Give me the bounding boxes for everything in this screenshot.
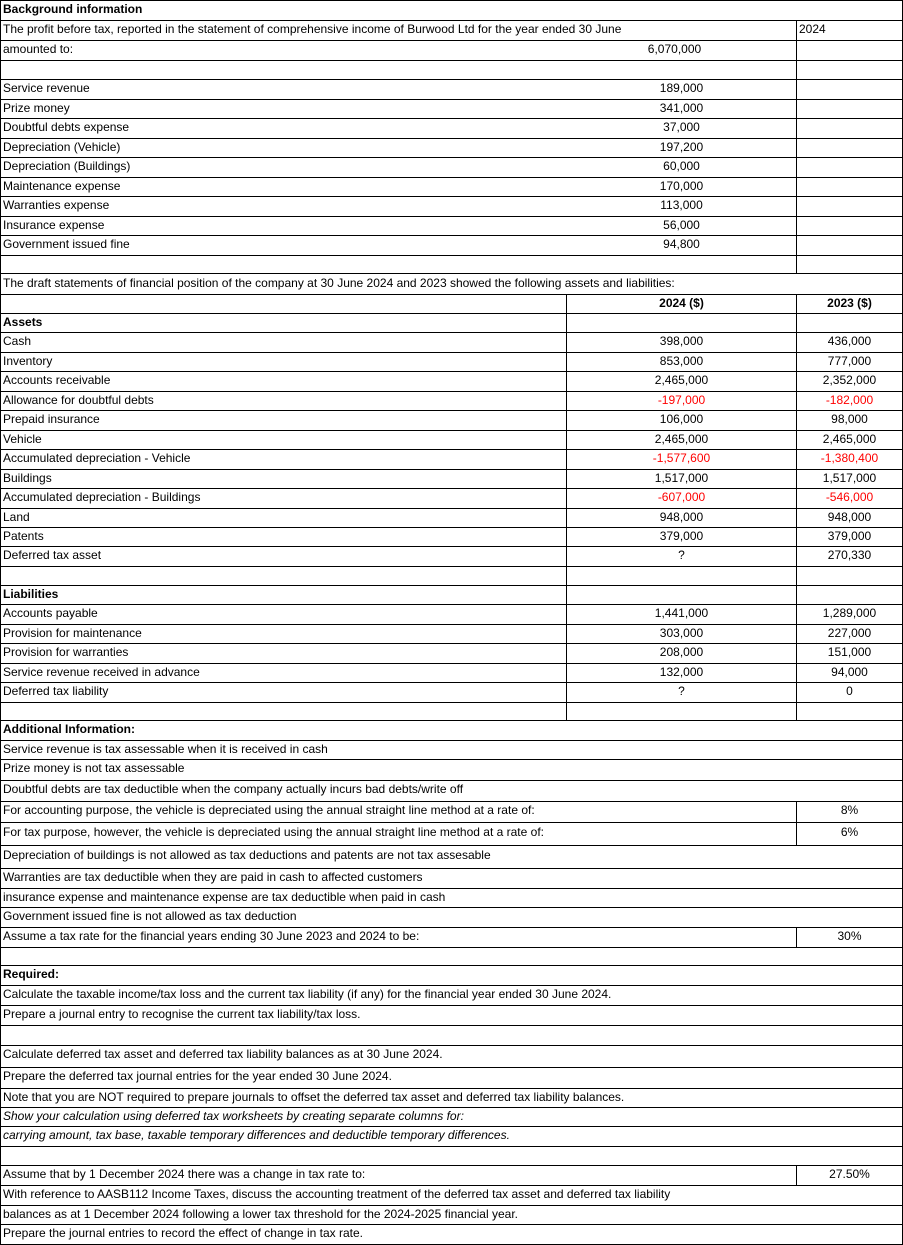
row-assets-heading: [0, 313, 903, 333]
profit-amounted-label: amounted to:: [3, 42, 74, 56]
asset-label: Allowance for doubtful debts: [3, 393, 154, 407]
asset-value-2024: 398,000: [659, 334, 704, 348]
row-additional-line: [0, 740, 903, 760]
asset-label: Accounts receivable: [3, 373, 111, 387]
grid-line: [0, 371, 903, 372]
row-expense-item: [0, 118, 903, 138]
grid-line: [0, 682, 903, 683]
column-header-2023: 2023 ($): [827, 296, 872, 310]
item-value: 113,000: [660, 198, 703, 212]
item-label: Maintenance expense: [3, 179, 121, 193]
row-required-line: [0, 1126, 903, 1146]
asset-value-2024: 379,000: [659, 529, 704, 543]
row-expense-item: [0, 196, 903, 216]
grid-line: [0, 1224, 903, 1225]
row-additional-line: [0, 927, 903, 947]
asset-value-2023: 948,000: [827, 510, 872, 524]
row-expense-item: [0, 79, 903, 99]
row-asset: [0, 527, 903, 547]
row-column-headers: [0, 294, 903, 314]
asset-label: Vehicle: [3, 432, 42, 446]
additional-text: Doubtful debts are tax deductible when the company actually incurs bad debts/write off: [3, 782, 464, 796]
item-label: Prize money: [3, 101, 70, 115]
asset-label: Inventory: [3, 354, 53, 368]
grid-line: [0, 255, 903, 256]
grid-line: [0, 1205, 903, 1206]
liability-label: Accounts payable: [3, 606, 98, 620]
row-required-line: [0, 1107, 903, 1127]
liability-value-2024: 208,000: [659, 645, 704, 659]
row-additional-line: [0, 759, 903, 779]
row-liability: [0, 643, 903, 663]
grid-line: [0, 313, 903, 314]
row-required-line: [0, 1045, 903, 1065]
liability-value-2024: 303,000: [659, 626, 704, 640]
required-text: Prepare the deferred tax journal entries for the year ended 30 June 2024.: [3, 1069, 392, 1083]
profit-amount: 6,070,000: [647, 42, 702, 56]
grid-line: [0, 780, 903, 781]
item-label: Service revenue: [3, 81, 90, 95]
grid-line: [0, 965, 903, 966]
row-additional-line: [0, 907, 903, 927]
tax-rate: 30%: [837, 929, 862, 943]
required-text-italic: carrying amount, tax base, taxable temporary differences and deductible temporary differences.: [3, 1128, 510, 1142]
grid-line: [0, 196, 903, 197]
additional-text: For accounting purpose, the vehicle is depreciated using the annual straight line method at a rate of:: [3, 803, 535, 817]
grid-line: [0, 157, 903, 158]
grid-line: [0, 430, 903, 431]
row-asset: [0, 391, 903, 411]
item-value: 189,000: [659, 81, 704, 95]
row-position-intro: [0, 274, 903, 294]
row-required-line: [0, 1005, 903, 1025]
row-additional-heading: [0, 720, 903, 740]
row-asset: [0, 371, 903, 391]
row-asset: [0, 546, 903, 566]
row-additional-line: [0, 846, 903, 866]
grid-line: [0, 845, 903, 846]
row-expense-item: [0, 216, 903, 236]
grid-line: [0, 1045, 903, 1046]
asset-value-2024: 853,000: [659, 354, 704, 368]
row-expense-item: [0, 99, 903, 119]
profit-description: The profit before tax, reported in the statement of comprehensive income of Burwood Ltd for the year ended 30 June: [3, 22, 622, 36]
grid-line: [0, 138, 903, 139]
asset-value-2024: 948,000: [659, 510, 704, 524]
grid-line: [796, 801, 797, 845]
grid-line: [0, 585, 903, 586]
grid-line: [0, 566, 903, 567]
grid-line: [0, 927, 903, 928]
asset-value-2024: ?: [678, 548, 685, 562]
liabilities-heading: Liabilities: [3, 587, 59, 601]
item-value: 197,200: [659, 140, 704, 154]
asset-value-2023: 777,000: [827, 354, 872, 368]
additional-text: Prize money is not tax assessable: [3, 761, 185, 775]
grid-line: [0, 947, 903, 948]
grid-line: [0, 907, 903, 908]
grid-line: [0, 740, 903, 741]
item-label: Depreciation (Buildings): [3, 159, 131, 173]
asset-value-2024: 2,465,000: [654, 432, 709, 446]
row-additional-line: [0, 801, 903, 821]
grid-line: [0, 1126, 903, 1127]
grid-line: [0, 888, 903, 889]
grid-line: [0, 332, 903, 333]
grid-line: [0, 60, 903, 61]
grid-line: [0, 720, 903, 721]
row-required-line: [0, 1185, 903, 1205]
additional-text: Government issued fine is not allowed as tax deduction: [3, 909, 297, 923]
item-value: 60,000: [663, 159, 700, 173]
row-liability: [0, 682, 903, 702]
item-label: Doubtful debts expense: [3, 120, 130, 134]
grid-line: [0, 118, 903, 119]
liability-label: Service revenue received in advance: [3, 665, 200, 679]
asset-label: Deferred tax asset: [3, 548, 102, 562]
row-asset: [0, 430, 903, 450]
asset-value-2023: 1,517,000: [822, 471, 877, 485]
asset-value-2023: -182,000: [825, 393, 874, 407]
liability-value-2023: 227,000: [827, 626, 872, 640]
grid-line: [0, 1165, 903, 1166]
tax-depreciation-rate: 6%: [840, 825, 859, 839]
additional-text: For tax purpose, however, the vehicle is depreciated using the annual straight line method at a rate of:: [3, 825, 544, 839]
required-text: Note that you are NOT required to prepare journals to offset the deferred tax asset and deferred tax liability balances.: [3, 1090, 625, 1104]
liability-value-2023: 1,289,000: [822, 606, 877, 620]
required-text: Prepare a journal entry to recognise the current tax liability/tax loss.: [3, 1007, 361, 1021]
grid-line: [0, 1185, 903, 1186]
item-label: Warranties expense: [3, 198, 110, 212]
row-additional-line: [0, 780, 903, 800]
position-intro: The draft statements of financial position of the company at 30 June 2024 and 2023 showed the following assets and liabilities:: [3, 276, 675, 290]
row-profit-line2: [0, 40, 903, 60]
liability-label: Provision for warranties: [3, 645, 129, 659]
grid-line: [0, 273, 903, 274]
grid-line: [0, 508, 903, 509]
row-asset: [0, 469, 903, 489]
grid-line: [0, 235, 903, 236]
liability-value-2024: ?: [678, 684, 685, 698]
item-value: 170,000: [659, 179, 704, 193]
grid-line: [0, 410, 903, 411]
asset-value-2024: -607,000: [657, 490, 706, 504]
required-text: Assume that by 1 December 2024 there was a change in tax rate to:: [3, 1167, 366, 1181]
row-required-line: [0, 1205, 903, 1225]
grid-line: [566, 294, 567, 720]
liability-value-2024: 132,000: [659, 665, 704, 679]
row-expense-item: [0, 157, 903, 177]
grid-line: [796, 927, 797, 947]
grid-line: [0, 294, 903, 295]
additional-text: Warranties are tax deductible when they are paid in cash to affected customers: [3, 870, 423, 884]
row-liability: [0, 604, 903, 624]
asset-value-2023: 2,352,000: [822, 373, 877, 387]
row-liability: [0, 663, 903, 683]
item-label: Insurance expense: [3, 218, 105, 232]
required-heading: Required:: [3, 967, 60, 981]
column-header-2024: 2024 ($): [659, 296, 704, 310]
assets-heading: Assets: [3, 315, 43, 329]
required-text: With reference to AASB112 Income Taxes, discuss the accounting treatment of the deferred tax asset and deferred tax liability: [3, 1187, 671, 1201]
liability-value-2023: 0: [846, 684, 853, 698]
grid-line: [0, 177, 903, 178]
row-additional-line: [0, 823, 903, 843]
new-tax-rate: 27.50%: [829, 1167, 870, 1181]
grid-line: [0, 0, 903, 1]
item-value: 341,000: [659, 101, 704, 115]
asset-value-2023: -546,000: [825, 490, 874, 504]
row-asset: [0, 332, 903, 352]
grid-line: [0, 79, 903, 80]
grid-line: [0, 1025, 903, 1026]
additional-text: insurance expense and maintenance expense are tax deductible when paid in cash: [3, 890, 446, 904]
row-asset: [0, 352, 903, 372]
row-asset: [0, 488, 903, 508]
row-required-heading: [0, 965, 903, 985]
grid-line: [0, 702, 903, 703]
asset-value-2023: 379,000: [827, 529, 872, 543]
liability-label: Provision for maintenance: [3, 626, 142, 640]
grid-line: [0, 1088, 903, 1089]
liability-value-2024: 1,441,000: [654, 606, 709, 620]
grid-line: [0, 449, 903, 450]
liability-value-2023: 151,000: [827, 645, 872, 659]
grid-line: [0, 469, 903, 470]
asset-label: Buildings: [3, 471, 52, 485]
grid-line: [0, 822, 903, 823]
grid-line: [0, 1107, 903, 1108]
asset-label: Prepaid insurance: [3, 412, 100, 426]
additional-text: Depreciation of buildings is not allowed as tax deductions and patents are not tax assesable: [3, 848, 491, 862]
grid-line: [0, 99, 903, 100]
grid-line: [0, 643, 903, 644]
required-text: balances as at 1 December 2024 following a lower tax threshold for the 2024-2025 financial year.: [3, 1207, 518, 1221]
grid-line: [0, 663, 903, 664]
asset-value-2024: 1,517,000: [654, 471, 709, 485]
grid-line: [796, 1165, 797, 1185]
additional-text: Service revenue is tax assessable when it is received in cash: [3, 742, 328, 756]
item-label: Government issued fine: [3, 237, 130, 251]
item-label: Depreciation (Vehicle): [3, 140, 121, 154]
row-required-line: [0, 1067, 903, 1087]
asset-value-2023: 270,330: [827, 548, 872, 562]
row-liabilities-heading: [0, 585, 903, 605]
asset-label: Accumulated depreciation - Vehicle: [3, 451, 191, 465]
grid-line: [0, 40, 903, 41]
grid-line: [0, 352, 903, 353]
required-text: Prepare the journal entries to record the effect of change in tax rate.: [3, 1226, 363, 1240]
grid-line: [0, 0, 1, 1245]
asset-label: Cash: [3, 334, 32, 348]
grid-line: [0, 488, 903, 489]
asset-value-2024: 106,000: [659, 412, 704, 426]
item-value: 94,800: [663, 237, 700, 251]
asset-value-2024: -1,577,600: [652, 451, 711, 465]
row-expense-item: [0, 177, 903, 197]
required-text-italic: Show your calculation using deferred tax worksheets by creating separate columns for:: [3, 1109, 464, 1123]
asset-value-2024: 2,465,000: [654, 373, 709, 387]
grid-line: [0, 868, 903, 869]
asset-value-2024: -197,000: [657, 393, 706, 407]
grid-line: [0, 216, 903, 217]
asset-label: Patents: [3, 529, 44, 543]
grid-line: [796, 294, 797, 720]
row-required-line: [0, 1224, 903, 1244]
row-expense-item: [0, 235, 903, 255]
grid-line: [0, 391, 903, 392]
additional-text: Assume a tax rate for the financial years ending 30 June 2023 and 2024 to be:: [3, 929, 420, 943]
grid-line: [0, 1146, 903, 1147]
row-background-heading: [0, 0, 903, 20]
grid-line: [0, 20, 903, 21]
grid-line: [796, 20, 797, 273]
row-asset: [0, 449, 903, 469]
grid-line: [0, 604, 903, 605]
row-additional-line: [0, 888, 903, 908]
required-text: Calculate deferred tax asset and deferred tax liability balances as at 30 June 2024.: [3, 1047, 443, 1061]
grid-line: [0, 1005, 903, 1006]
grid-line: [0, 527, 903, 528]
accounting-depreciation-rate: 8%: [840, 803, 859, 817]
grid-line: [0, 801, 903, 802]
row-required-line: [0, 985, 903, 1005]
background-heading: Background information: [3, 2, 143, 16]
item-value: 37,000: [663, 120, 700, 134]
row-required-line: [0, 1088, 903, 1108]
asset-value-2023: 98,000: [831, 412, 868, 426]
grid-line: [0, 624, 903, 625]
row-profit-line1: [0, 20, 903, 40]
grid-line: [0, 985, 903, 986]
asset-label: Accumulated depreciation - Buildings: [3, 490, 201, 504]
additional-heading: Additional Information:: [3, 722, 135, 736]
liability-value-2023: 94,000: [831, 665, 868, 679]
row-required-line: [0, 1165, 903, 1185]
profit-year: 2024: [799, 22, 826, 36]
row-expense-item: [0, 138, 903, 158]
required-text: Calculate the taxable income/tax loss and the current tax liability (if any) for the financial year ended 30 June 2024.: [3, 987, 612, 1001]
asset-value-2023: 436,000: [827, 334, 872, 348]
row-asset: [0, 508, 903, 528]
grid-line: [0, 759, 903, 760]
grid-line: [0, 546, 903, 547]
grid-line: [0, 1067, 903, 1068]
liability-label: Deferred tax liability: [3, 684, 109, 698]
row-additional-line: [0, 868, 903, 888]
asset-value-2023: -1,380,400: [820, 451, 879, 465]
item-value: 56,000: [663, 218, 700, 232]
row-asset: [0, 410, 903, 430]
row-liability: [0, 624, 903, 644]
asset-label: Land: [3, 510, 30, 524]
asset-value-2023: 2,465,000: [822, 432, 877, 446]
